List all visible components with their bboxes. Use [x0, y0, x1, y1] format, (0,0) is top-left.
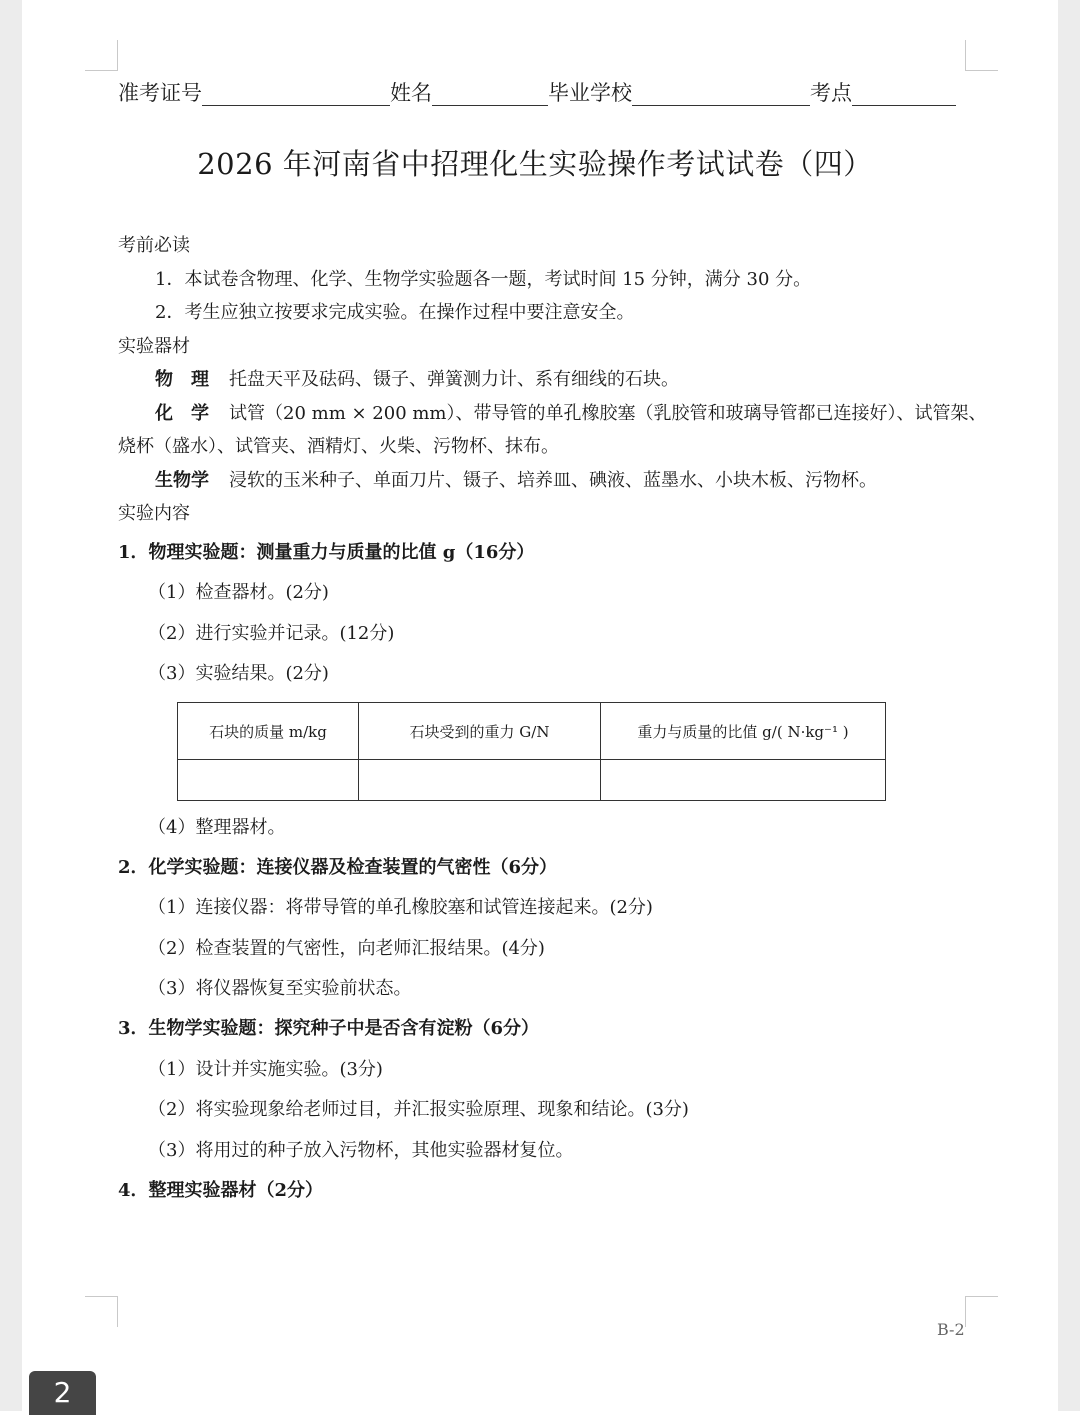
biology-label: 生物学 [155, 470, 209, 491]
content-heading: 实验内容 [118, 503, 190, 524]
physics-text: 托盘天平及砝码、镊子、弹簧测力计、系有细线的石块。 [229, 369, 679, 390]
q1-title: 1．物理实验题：测量重力与质量的比值 g（16分） [118, 542, 535, 563]
equipment-heading: 实验器材 [118, 336, 190, 357]
notice-item-2: 2．考生应独立按要求完成实验。在操作过程中要注意安全。 [155, 302, 635, 323]
q1-step-4: （4）整理器材。 [148, 817, 286, 838]
exam-number-label: 准考证号 [118, 81, 202, 105]
name-blank[interactable] [432, 83, 548, 106]
q1-step-1: （1）检查器材。(2分) [148, 582, 329, 603]
page-code: B-2 [937, 1320, 965, 1339]
q3-title: 3．生物学实验题：探究种子中是否含有淀粉（6分） [118, 1018, 540, 1039]
mass-cell[interactable] [178, 760, 359, 801]
gravity-cell[interactable] [359, 760, 601, 801]
chemistry-text-1: 试管（20 mm × 200 mm）、带导管的单孔橡胶塞（乳胶管和玻璃导管都已连接好）、试管架、 [229, 403, 987, 424]
table-row [178, 760, 886, 801]
equipment-biology [155, 469, 877, 493]
equipment-chemistry [155, 402, 987, 426]
page-number-badge: 2 [29, 1371, 96, 1415]
q1-step-2: （2）进行实验并记录。(12分) [148, 623, 395, 644]
exam-site-blank[interactable] [852, 83, 956, 106]
school-blank[interactable] [632, 83, 810, 106]
chemistry-text-2: 烧杯（盛水）、试管夹、酒精灯、火柴、污物杯、抹布。 [118, 436, 559, 457]
biology-text: 浸软的玉米种子、单面刀片、镊子、培养皿、碘液、蓝墨水、小块木板、污物杯。 [229, 470, 877, 491]
exam-number-blank[interactable] [202, 83, 390, 106]
header-gravity: 石块受到的重力 G/N [359, 703, 601, 760]
q2-step-2: （2）检查装置的气密性，向老师汇报结果。(4分) [148, 938, 545, 959]
right-page-edge [1058, 0, 1080, 1411]
q3-step-2: （2）将实验现象给老师过目，并汇报实验原理、现象和结论。(3分) [148, 1099, 689, 1120]
notice-heading: 考前必读 [118, 235, 190, 256]
school-label: 毕业学校 [548, 81, 632, 105]
crop-mark-bottom-right [965, 1296, 998, 1327]
header-fields [118, 80, 956, 106]
physics-label: 物理 [155, 369, 227, 390]
table-header-row [178, 703, 886, 760]
chemistry-label: 化学 [155, 403, 227, 424]
equipment-physics [155, 368, 679, 392]
name-label: 姓名 [390, 81, 432, 105]
crop-mark-top-left [85, 40, 118, 71]
left-page-edge [0, 0, 22, 1411]
q2-step-3: （3）将仪器恢复至实验前状态。 [148, 978, 412, 999]
q2-step-1: （1）连接仪器：将带导管的单孔橡胶塞和试管连接起来。(2分) [148, 897, 653, 918]
q1-step-3: （3）实验结果。(2分) [148, 663, 329, 684]
q2-title: 2．化学实验题：连接仪器及检查装置的气密性（6分） [118, 857, 558, 878]
q3-step-1: （1）设计并实施实验。(3分) [148, 1059, 383, 1080]
crop-mark-bottom-left [85, 1296, 118, 1327]
exam-site-label: 考点 [810, 81, 852, 105]
notice-item-1: 1．本试卷含物理、化学、生物学实验题各一题，考试时间 15 分钟，满分 30 分。 [155, 269, 812, 290]
q4-title: 4．整理实验器材（2分） [118, 1180, 324, 1201]
ratio-cell[interactable] [601, 760, 886, 801]
header-mass: 石块的质量 m/kg [178, 703, 359, 760]
header-ratio: 重力与质量的比值 g/( N·kg⁻¹ ) [601, 703, 886, 760]
result-table [177, 702, 886, 801]
page-title: 2026 年河南省中招理化生实验操作考试试卷（四） [197, 147, 873, 181]
crop-mark-top-right [965, 40, 998, 71]
q3-step-3: （3）将用过的种子放入污物杯，其他实验器材复位。 [148, 1140, 574, 1161]
